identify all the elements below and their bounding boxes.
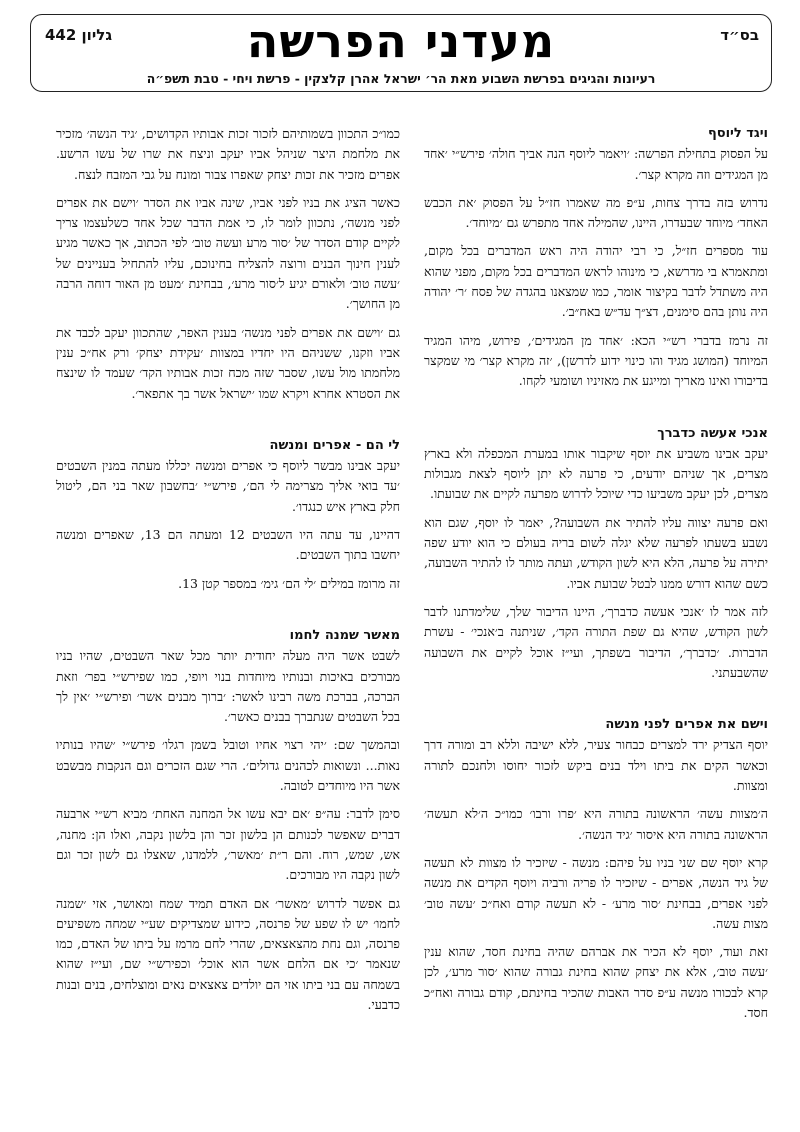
paragraph: נדרוש בזה בדרך צחות, ע״פ מה שאמרו חז״ל על הפסוק ׳את הכבש האחד׳ מיוחד שבעדרו, היינו, שהמילה אחד מתפרש גם ׳מיוחד׳. xyxy=(424,194,768,231)
paragraph: יוסף הצדיק ירד למצרים כבחור צעיר, ללא ישיבה וללא רב ומורה דרך וכאשר הקים את ביתו וילד בנים ביקש לזכור יחוסו ולחנכם לתורה ומצוות. xyxy=(424,737,768,794)
section-heading: אנכי אעשה כדברך xyxy=(657,425,768,441)
paragraph: לזה אמר לו ׳אנכי אעשה כדברך׳, היינו הדיבור שלך, שלימדתנו לדבר לשון הקודש, שהיא גם שפת התורה הקד׳, שניתנה ב׳אנכי׳ - עשרת הדברות. ׳כדברך׳, הדיבור בשפתך, ועי״ז אוכל לקיים את השבועה שהשבעתני. xyxy=(424,603,768,680)
section-heading: ויגד ליוסף xyxy=(707,126,768,141)
paragraph: סימן לדבר: עה״פ ׳אם יבא עשו אל המחנה האחת׳ מביא רש״י ארבעה דברים שאפשר לכנותם הן בלשון זכר והן בלשון נקבה, ואלו הן: מחנה, אש, שמש, רוח. והם ר״ת ׳מאשר׳, ללמדנו, שאצלו גם לשון זכר וגם לשון נקבה היו מבורכים. xyxy=(56,806,400,883)
paragraph: גם אפשר לדרוש ׳מאשר׳ אם האדם תמיד שמח ומאושר, אזי ׳שמנה לחמו׳ יש לו שפע של פרנסה, כידוע שמצדיקים שע״י שמחה משפיעים פרנסה, וגם נחת מהצאצאים, שהרי לחם מרמז על ביתו של האדם, כמו שנאמר ׳כי אם הלחם אשר הוא אוכל׳ וכפירש״י שם, ועי״ז שהוא בשמחה עם בני ביתו אזי הם יולדים צאצאים נאים ומוצלחים, בנים ובנות כדבעי. xyxy=(56,895,400,1012)
bsd-mark: בס״ד xyxy=(720,26,759,44)
masthead xyxy=(30,14,772,92)
paragraph: גם ׳וישם את אפרים לפני מנשה׳ בענין האפר, שהתכוון יעקב לכבד את אביו וזקנו, ששניהם היו יחדיו במצוות ׳עקידת יצחק׳ ורק אח״כ ענין מלחמתו מול עשו, שסבר שזה מכח זכות אבותיו הקד׳ שעמד לו שינצח את הסטרא אחרא ויקרא שמו ׳ישראל אשר בך אתפאר׳. xyxy=(56,324,400,401)
newsletter-title: מעדני הפרשה xyxy=(246,14,556,68)
paragraph: ובהמשך שם: ׳יהי רצוי אחיו וטובל בשמן רגלו׳ פירש״י ׳שהיו בנותיו נאות... ונשואות לכהנים גדולים׳. הרי שגם הזכרים וגם הנקבות מבשבט אשר היו מיוחדים לטובה. xyxy=(56,737,400,794)
paragraph: ואם פרעה יצווה עליו להתיר את השבועה?, יאמר לו יוסף, שגם הוא נשבע בשעתו לפרעה שלא יגלה לשום בריה בעולם כי הוא יודע שפה יתירה על פרעה, הלא היא לשון הקודש, ועתה מותר לו להתיר השבועה, כשם שהוא דורש ממנו לבטל שבועת אביו. xyxy=(424,514,768,591)
section-gap xyxy=(424,691,768,715)
section-gap xyxy=(424,400,768,424)
right-column xyxy=(424,124,768,1031)
paragraph: יעקב אבינו משביע את יוסף שיקבור אותו במערת המכפלה ולא בארץ מצרים, אך שניהם יודעים, כי פרעה לא יתן ליוסף לצאת מגבולות מצרים, לכן יעקב משביעו כדי שיוכל לדרוש מפרעה לקיים את שבועתו. xyxy=(424,445,768,502)
newsletter-subtitle: רעיונות והגיגים בפרשת השבוע מאת הר׳ ישראל אהרן קלצקין - פרשת ויחי - טבת תשפ״ה xyxy=(146,71,656,86)
left-column xyxy=(56,124,400,1023)
paragraph: זאת ועוד, יוסף לא הכיר את אברהם שהיה בחינת חסד, שהוא ענין ׳עשה טוב׳, אלא את יצחק שהוא בחינת גבורה שהוא ׳סור מרע׳, לכן קרא לבכורו מנשה ע״פ סדר האבות שהכיר בחינתם, קודם גבורה ואח״כ חסד. xyxy=(424,944,768,1020)
paragraph: יעקב אבינו מבשר ליוסף כי אפרים ומנשה יכללו מעתה במנין השבטים ׳עד בואי אליך מצרימה לי הם׳, פירש״י ׳בחשבון שאר בני הם, ליטול חלק בארץ איש כנגדו׳. xyxy=(56,458,400,514)
paragraph: ה׳מצוות עשה׳ הראשונה בתורה היא ׳פרו ורבו׳ כמו״כ ה׳לא תעשה׳ הראשונה בתורה היא איסור ׳גיד הנשה׳. xyxy=(424,806,768,842)
paragraph: קרא יוסף שם שני בניו על פיהם: מנשה - שיזכיר לו מצוות לא תעשה של גיד הנשה, אפרים - שיזכיר לו פריה ורביה ויוסף הקדים את מנשה לפני אפרים, בבחינת ׳סור מרע׳ - לא תעשה קודם ואח״כ ׳עשה טוב׳ מצות עשה. xyxy=(424,854,768,931)
paragraph: כמו״כ התכוון בשמותיהם לזכור זכות אבותיו הקדושים, ׳גיד הנשה׳ מזכיר את מלחמת היצר שניהל אביו יעקב וניצח את שרו של עשו הרשע. אפרים מזכיר את זכות יצחק שאפרו צבור ומונח על גבי המזבח לנצח. xyxy=(56,126,400,182)
issue-number: גליון 442 xyxy=(45,26,113,44)
section-heading: לי הם - אפרים ומנשה xyxy=(269,437,400,453)
section-gap xyxy=(56,602,400,626)
paragraph: זה מרומז במילים ׳לי הם׳ גימ׳ במספר קטן 13. xyxy=(178,575,400,591)
paragraph: זה נרמז בדברי רש״י הכא: ׳אחד מן המגידים׳, פירוש, מיהו המגיד המיוחד (המושג מגיד והו כינוי ידוע לדרשן), ׳זה מקרא קצר׳ מי שמקצר בדיבורו ואינו מאריך ומייגע את מאזיניו ושומעי לקחו. xyxy=(424,332,768,389)
paragraph: דהיינו, עד עתה היו השבטים 12 ומעתה הם 13, שאפרים ומנשה יחשבו בתוך השבטים. xyxy=(56,527,400,563)
paragraph: לשבט אשר היה מעלה יחודית יותר מכל שאר השבטים, שהיו בניו מבורכים באיכות ובנותיו מיוחדות בנוי ויופי, כמו שפירש״י בפר׳ וזאת הברכה, בברכת משה רבינו לאשר: ׳ברוך מבנים אשר׳ ופירש״י ׳אין לך בכל השבטים שנתברך בבנים כאשר׳. xyxy=(56,648,400,725)
section-heading: מאשר שמנה לחמו xyxy=(289,627,400,643)
paragraph: כאשר הציג את בניו לפני אביו, שינה אביו את הסדר ׳וישם את אפרים לפני מנשה׳, נתכוון לומר לו, כי אמת הדבר שכל אחד כשלעצמו צריך לקיים קודם הסדר של ׳סור מרע ועשה טוב׳ לפי הכתוב, אך כאשר מגיע לענין חינוך הבנים ורוצה להצליח בחינוכם, עליו להתחיל בעניינים של ׳עשה טוב׳ ולאורם יגיע ל׳סור מרע׳, בבחינת ׳מעט מן האור דוחה הרבה מן החושך׳. xyxy=(56,194,400,312)
paragraph: עוד מספרים חז״ל, כי רבי יהודה היה ראש המדברים בכל מקום, ומתאמרא בי מדרשא, כי מינוהו לראש המדברים בכל מקום, מפני שהוא היה משתדל לדבר בקיצור אומר, כמו שמצאנו בהגדה של פסח ׳ר׳ יהודה היה נותן בהם סימנים, דצ״ך עד״ש באח״ב׳. xyxy=(424,243,768,320)
section-heading: וישם את אפרים לפני מנשה xyxy=(605,717,768,733)
paragraph: על הפסוק בתחילת הפרשה: ׳ויאמר ליוסף הנה אביך חולה׳ פירש״י ׳אחד מן המגידים וזה מקרא קצר׳. xyxy=(424,146,768,182)
section-gap xyxy=(56,412,400,436)
